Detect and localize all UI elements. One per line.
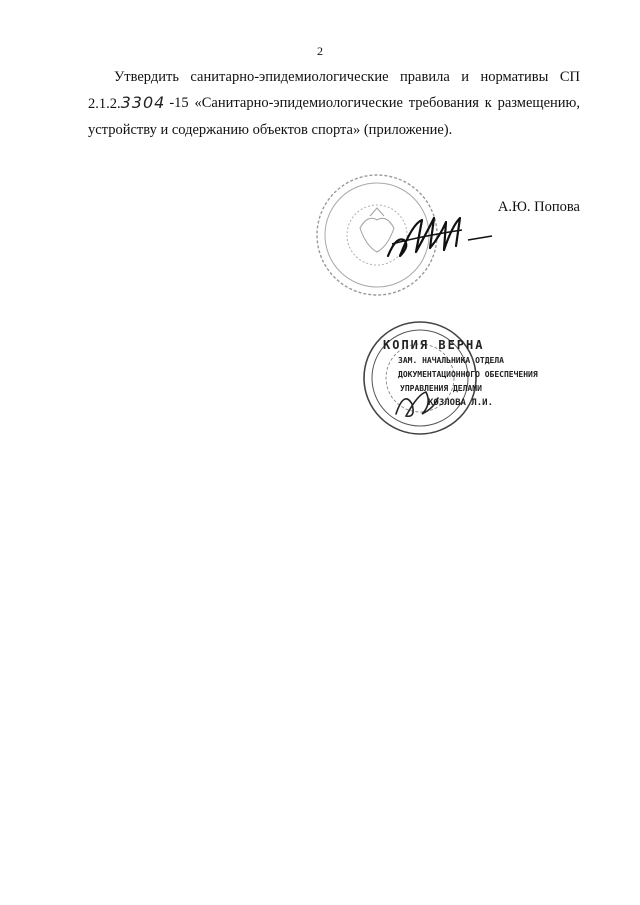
- handwritten-number: 3304: [120, 93, 166, 112]
- copy-stamp-title: КОПИЯ ВЕРНА: [383, 338, 485, 352]
- signer-name: А.Ю. Попова: [497, 199, 580, 215]
- decree-paragraph: [88, 64, 580, 143]
- signature: [382, 206, 497, 271]
- decree-line-2: [88, 90, 580, 117]
- copy-stamp-line-3: УПРАВЛЕНИЯ ДЕЛАМИ: [400, 384, 482, 393]
- page-number: 2: [317, 44, 323, 58]
- decree-line-3: устройству и содержанию объектов спорта» (приложение).: [88, 122, 453, 138]
- copy-stamp-line-2: ДОКУМЕНТАЦИОННОГО ОБЕСПЕЧЕНИЯ: [398, 370, 538, 379]
- decree-line-2-rest: -15 «Санитарно-эпидемиологические требования к размещению,: [169, 95, 580, 111]
- copy-stamp-line-1: ЗАМ. НАЧАЛЬНИКА ОТДЕЛА: [398, 356, 504, 365]
- copy-signature: [392, 384, 442, 429]
- decree-sp-prefix: 2.1.2.: [88, 96, 121, 112]
- copy-stamp-name: КОЗЛОВА Л.И.: [428, 398, 494, 408]
- decree-line-1: Утвердить санитарно-эпидемиологические правила и нормативы СП: [114, 69, 580, 85]
